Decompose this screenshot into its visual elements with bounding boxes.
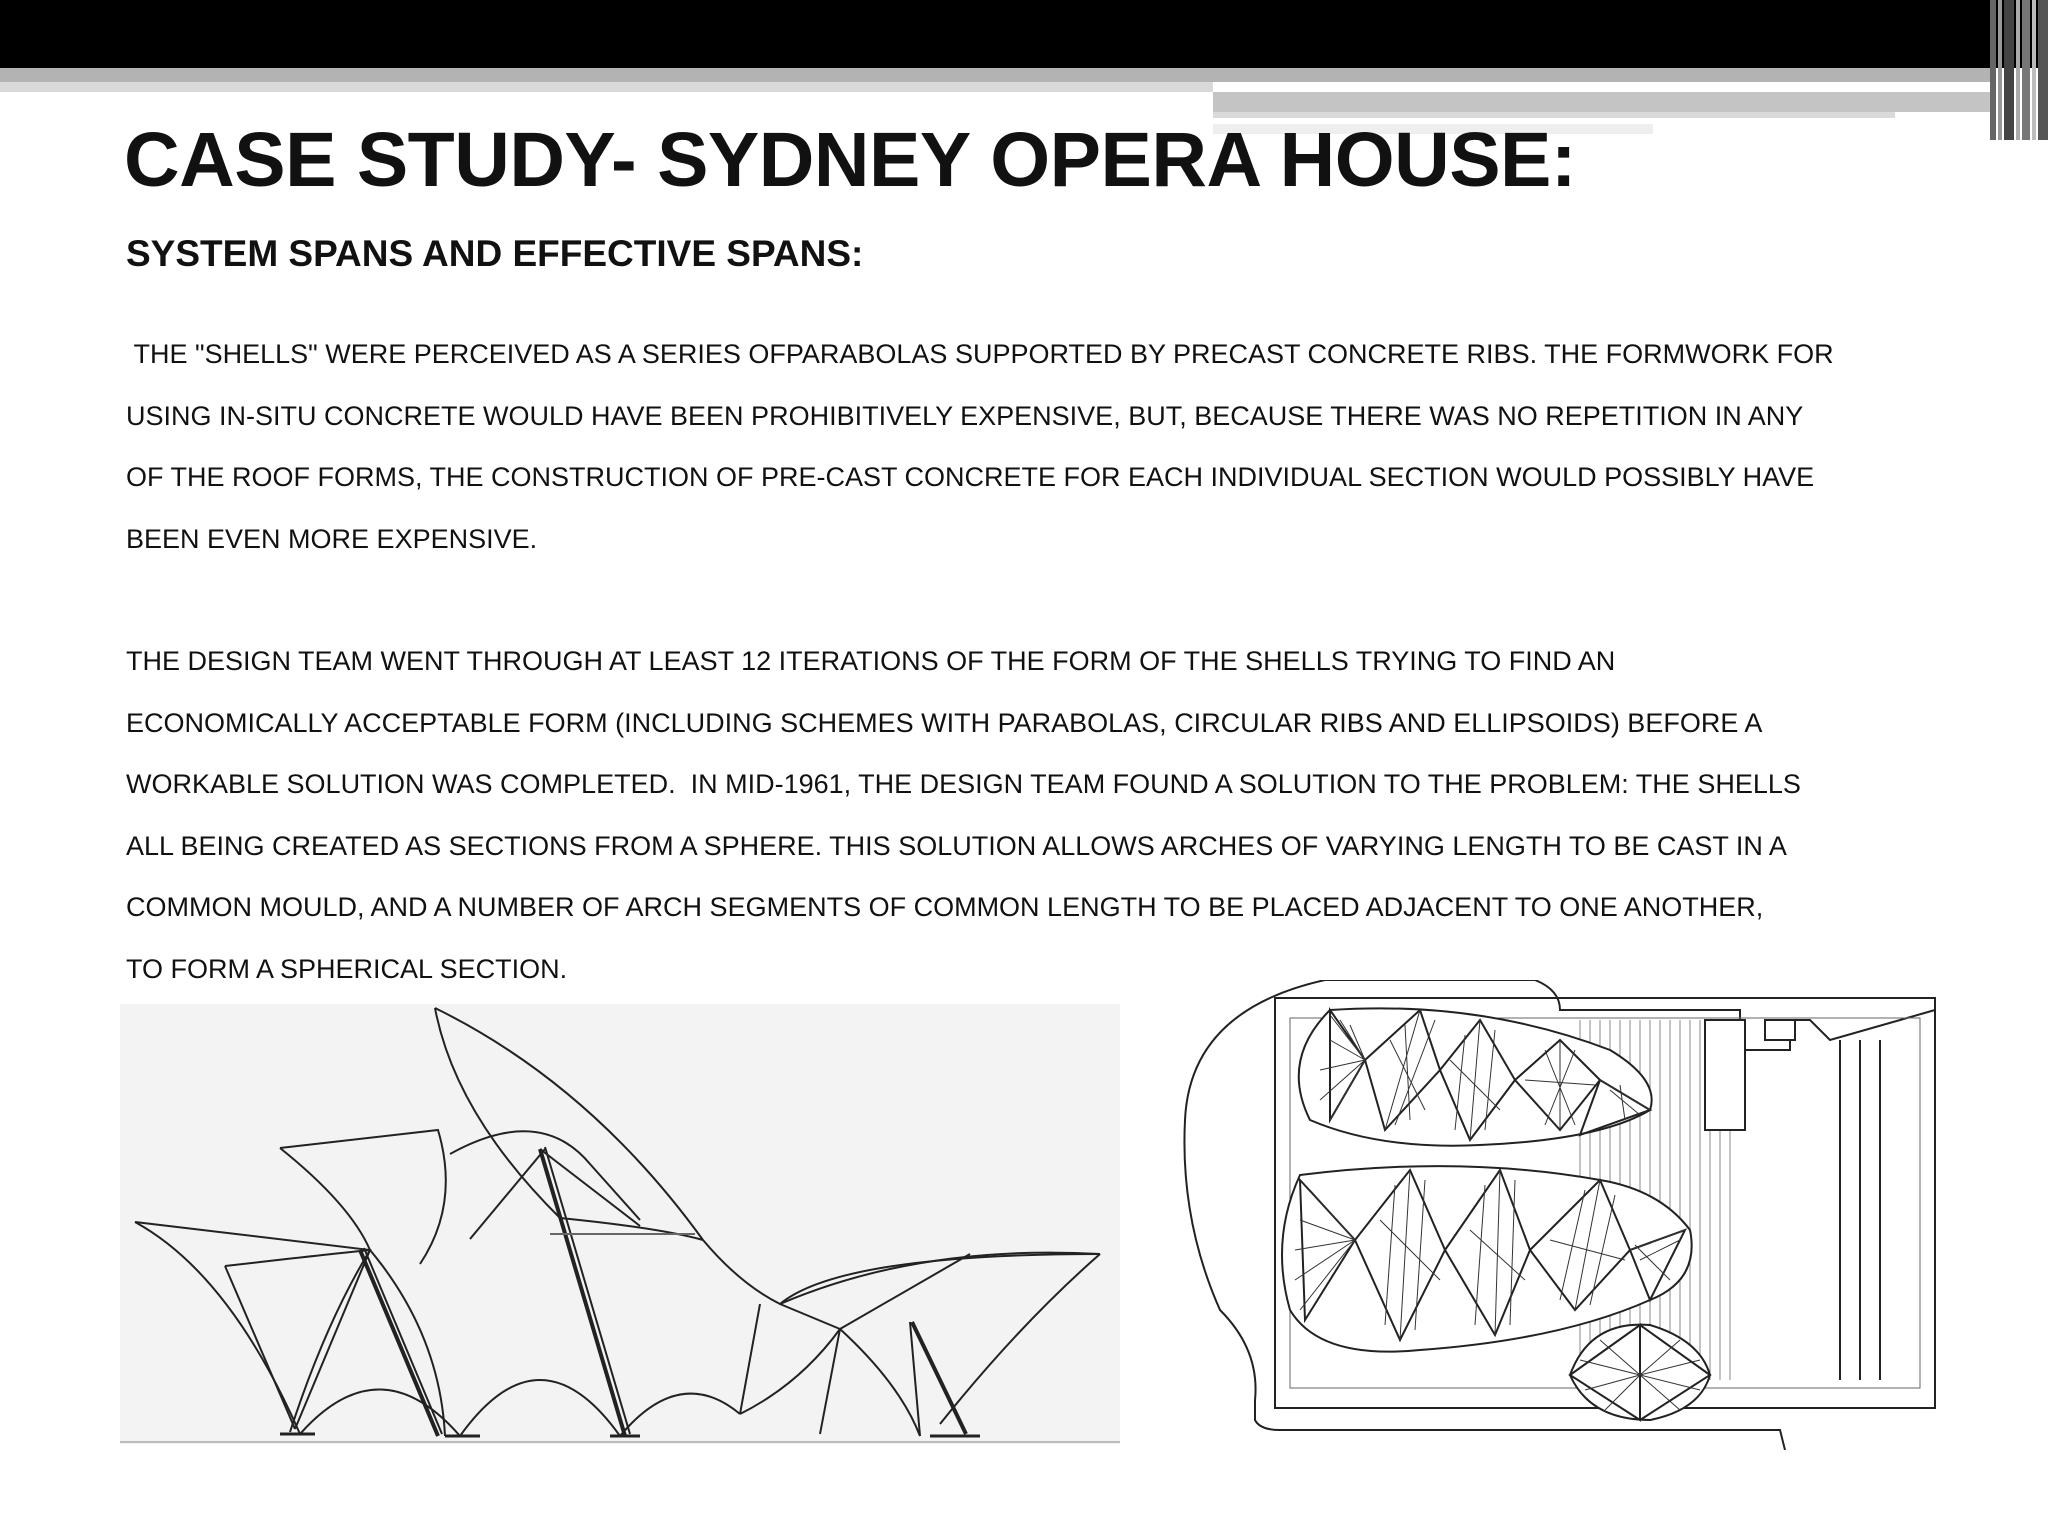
body-paragraph: THE DESIGN TEAM WENT THROUGH AT LEAST 12 ITERATIONS OF THE FORM OF THE SHELLS TRYING TO FIND AN ECONOMICALLY ACCEPTABLE FORM (INCLUDING SCHEMES WITH PARABOLAS, CIRCULAR RIBS AND ELLIPSOIDS) BEFORE A WORKABLE SOLUTION WAS COMPLETED. IN MID-1961, THE DESIGN TEAM FOUND A SOLUTION TO THE PROBLEM: THE SHELLS ALL BEING CREATED AS SECTIONS FROM A SPHERE. THIS SOLUTION ALLOWS ARCHES OF VARYING LENGTH TO BE CAST IN A COMMON MOULD, AND A NUMBER OF ARCH SEGMENTS OF COMMON LENGTH TO BE PLACED ADJACENT TO ONE ANOTHER, TO FORM A SPHERICAL SECTION. xyxy=(126,646,1801,984)
header-bar xyxy=(0,0,2048,68)
body-paragraph: THE "SHELLS" WERE PERCEIVED AS A SERIES OFPARABOLAS SUPPORTED BY PRECAST CONCRETE RIBS. THE FORMWORK FOR USING IN-SITU CONCRETE WOULD HAVE BEEN PROHIBITIVELY EXPENSIVE, BUT, BECAUSE THERE WAS NO REPETITION IN ANY OF THE ROOF FORMS, THE CONSTRUCTION OF PRE-CAST CONCRETE FOR EACH INDIVIDUAL SECTION WOULD POSSIBLY HAVE BEEN EVEN MORE EXPENSIVE. xyxy=(126,339,1834,554)
header-stripe xyxy=(0,68,1990,82)
roof-plan-drawing xyxy=(1180,980,1940,1450)
header-stripe xyxy=(1213,92,1990,112)
header-vertical-bars xyxy=(1990,0,2048,140)
shell-elevation-drawing xyxy=(120,1004,1120,1444)
header-stripe xyxy=(0,82,1213,92)
slide-title: CASE STUDY- SYDNEY OPERA HOUSE: xyxy=(124,117,1577,203)
slide-subtitle: SYSTEM SPANS AND EFFECTIVE SPANS: xyxy=(126,233,864,274)
